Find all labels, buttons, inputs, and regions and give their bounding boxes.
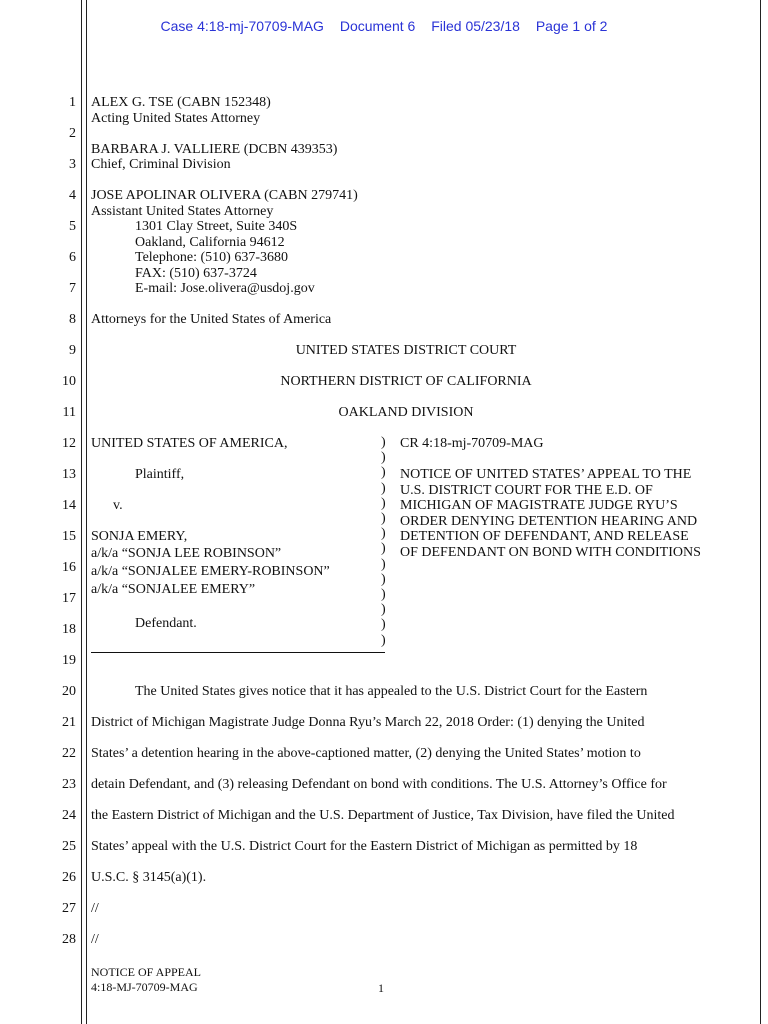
line-number: 17 bbox=[62, 591, 76, 606]
counsel-email: E-mail: Jose.olivera@usdoj.gov bbox=[135, 281, 315, 296]
court-name: UNITED STATES DISTRICT COURT bbox=[295, 343, 517, 358]
line-number: 2 bbox=[69, 126, 76, 141]
body-line: // bbox=[91, 932, 99, 947]
body-line: detain Defendant, and (3) releasing Defendant on bond with conditions. The U.S. Attorney’s Office for bbox=[91, 777, 667, 792]
defendant-name: SONJA EMERY, bbox=[91, 529, 188, 544]
document-title-line: DETENTION OF DEFENDANT, AND RELEASE bbox=[400, 529, 689, 544]
body-line: States’ appeal with the U.S. District Court for the Eastern District of Michigan as permitted by 18 bbox=[91, 839, 638, 854]
page-label: Page 1 of 2 bbox=[535, 18, 608, 34]
line-number: 13 bbox=[62, 467, 76, 482]
line-number: 3 bbox=[69, 157, 76, 172]
versus: v. bbox=[113, 498, 123, 513]
body-line: States’ a detention hearing in the above-captioned matter, (2) denying the United States’ motion to bbox=[91, 746, 641, 761]
page-footer bbox=[91, 965, 201, 995]
line-number: 9 bbox=[69, 343, 76, 358]
caption-rule bbox=[91, 652, 385, 653]
line-number: 21 bbox=[62, 715, 76, 730]
counsel-fax: FAX: (510) 637-3724 bbox=[135, 266, 257, 281]
line-number: 23 bbox=[62, 777, 76, 792]
document-title-line: OF DEFENDANT ON BOND WITH CONDITIONS bbox=[400, 544, 701, 560]
body-line: U.S.C. § 3145(a)(1). bbox=[91, 870, 207, 885]
court-district: NORTHERN DISTRICT OF CALIFORNIA bbox=[280, 374, 532, 389]
document-title-line: NOTICE OF UNITED STATES’ APPEAL TO THE bbox=[400, 467, 692, 482]
defendant-aka-1: a/k/a “SONJA LEE ROBINSON” bbox=[91, 546, 282, 561]
body-line: District of Michigan Magistrate Judge Donna Ryu’s March 22, 2018 Order: (1) denying the United bbox=[91, 715, 645, 730]
left-margin-rule-inner bbox=[86, 0, 87, 1024]
counsel-title-1: Acting United States Attorney bbox=[91, 111, 261, 126]
caption-parentheses: ) ) ) ) ) ) ) ) ) ) ) ) ) ) bbox=[381, 435, 386, 648]
counsel-name-2: BARBARA J. VALLIERE (DCBN 439353) bbox=[91, 142, 338, 157]
line-number: 25 bbox=[62, 839, 76, 854]
document-title-line: U.S. DISTRICT COURT FOR THE E.D. OF bbox=[400, 482, 653, 498]
counsel-title-3: Assistant United States Attorney bbox=[91, 204, 274, 219]
court-division: OAKLAND DIVISION bbox=[338, 405, 474, 420]
document-label: Document 6 bbox=[339, 18, 416, 34]
line-number: 18 bbox=[62, 622, 76, 637]
document-title-line: ORDER DENYING DETENTION HEARING AND bbox=[400, 513, 698, 529]
counsel-address-1: 1301 Clay Street, Suite 340S bbox=[135, 219, 298, 234]
plaintiff-role: Plaintiff, bbox=[135, 467, 185, 482]
filing-header bbox=[0, 18, 768, 34]
counsel-name-1: ALEX G. TSE (CABN 152348) bbox=[91, 95, 271, 110]
line-number: 26 bbox=[62, 870, 76, 885]
document-title-line: MICHIGAN OF MAGISTRATE JUDGE RYU’S bbox=[400, 498, 678, 513]
line-number: 19 bbox=[62, 653, 76, 668]
case-label: Case 4:18-mj-70709-MAG bbox=[160, 18, 324, 34]
right-margin-rule bbox=[760, 0, 761, 1024]
line-number: 22 bbox=[62, 746, 76, 761]
line-number: 6 bbox=[69, 250, 76, 265]
counsel-title-2: Chief, Criminal Division bbox=[91, 157, 231, 172]
line-number: 8 bbox=[69, 312, 76, 327]
line-number: 14 bbox=[62, 498, 76, 513]
line-number: 27 bbox=[62, 901, 76, 916]
defendant-aka-3: a/k/a “SONJALEE EMERY” bbox=[91, 582, 256, 597]
line-number: 1 bbox=[69, 95, 76, 110]
page-number: 1 bbox=[378, 981, 384, 995]
case-number: CR 4:18-mj-70709-MAG bbox=[400, 436, 544, 451]
line-number: 7 bbox=[69, 281, 76, 296]
body-line: The United States gives notice that it has appealed to the U.S. District Court for the Eastern bbox=[135, 684, 648, 699]
footer-case: 4:18-MJ-70709-MAG bbox=[91, 980, 198, 994]
line-number: 16 bbox=[62, 560, 76, 575]
line-number: 10 bbox=[62, 374, 76, 389]
line-number: 5 bbox=[69, 219, 76, 234]
line-number: 4 bbox=[69, 188, 76, 203]
footer-title: NOTICE OF APPEAL bbox=[91, 965, 202, 979]
line-number: 20 bbox=[62, 684, 76, 699]
line-number: 15 bbox=[62, 529, 76, 544]
left-margin-rule bbox=[81, 0, 82, 1024]
line-number: 12 bbox=[62, 436, 76, 451]
defendant-aka-2: a/k/a “SONJALEE EMERY-ROBINSON” bbox=[91, 564, 330, 579]
defendant-role: Defendant. bbox=[135, 616, 197, 631]
plaintiff-name: UNITED STATES OF AMERICA, bbox=[91, 436, 288, 451]
line-number: 11 bbox=[62, 405, 76, 420]
document-title bbox=[400, 467, 730, 560]
line-number: 24 bbox=[62, 808, 76, 823]
counsel-telephone: Telephone: (510) 637-3680 bbox=[135, 250, 288, 265]
body-line: // bbox=[91, 901, 99, 916]
filed-label: Filed 05/23/18 bbox=[431, 18, 520, 34]
counsel-address-2: Oakland, California 94612 bbox=[135, 235, 285, 250]
body-line: the Eastern District of Michigan and the U.S. Department of Justice, Tax Division, have filed the United bbox=[91, 808, 675, 823]
counsel-name-3: JOSE APOLINAR OLIVERA (CABN 279741) bbox=[91, 188, 358, 203]
line-number: 28 bbox=[62, 932, 76, 947]
attorneys-for: Attorneys for the United States of America bbox=[91, 312, 332, 327]
